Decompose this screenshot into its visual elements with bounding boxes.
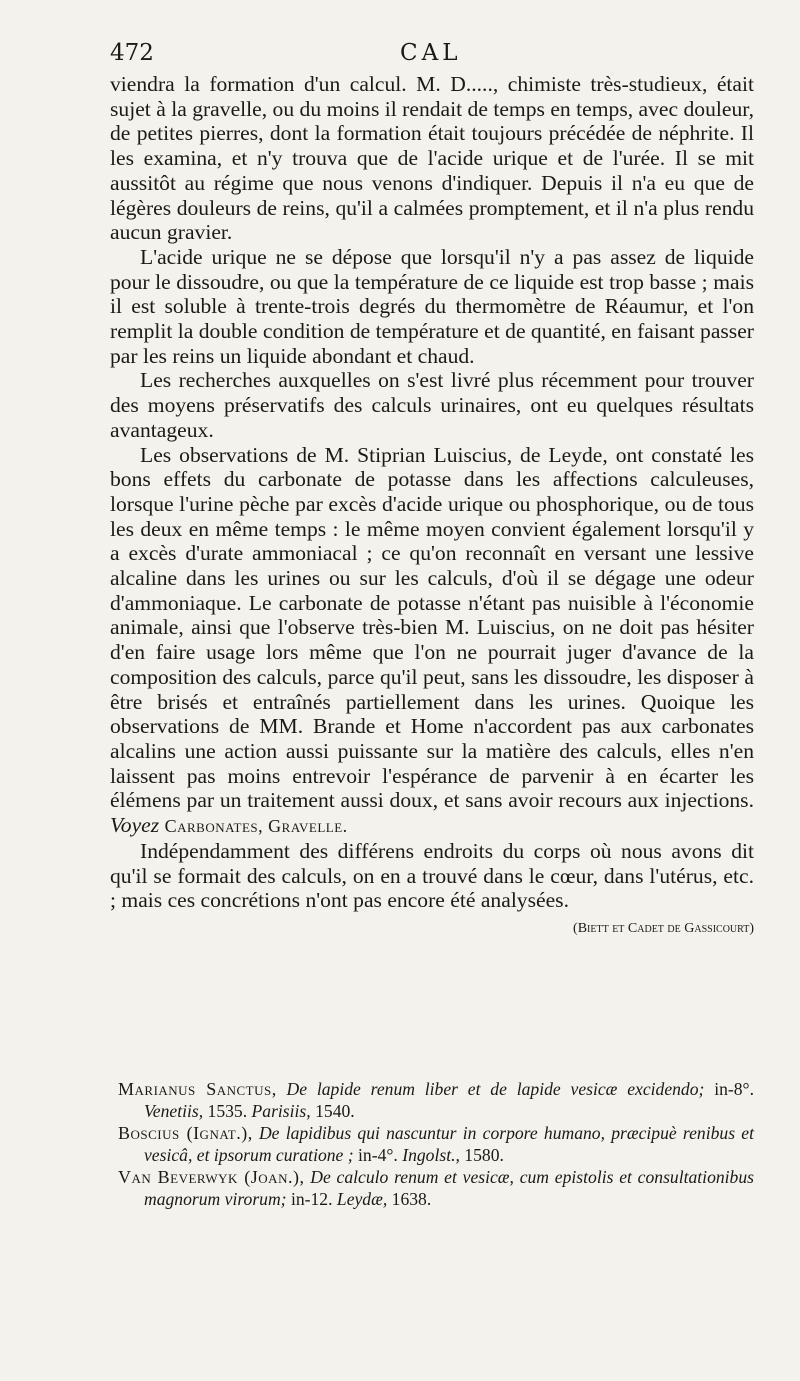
running-title: CAL [400, 40, 462, 66]
paragraph-4-text: Les observations de M. Stiprian Luiscius, de Leyde, ont constaté les bons effets du carbonate de potasse dans les affections calculeuses, lorsque l'urine pèche par excès d'acide urique ou phosphorique, ou de tous les deux en même temps : le même moyen convient également lorsqu'il y a excès d'urate ammoniacal ; ce qu'on reconnaît en versant une lessive alcaline dans les urines ou sur les calculs, d'où il se dégage une odeur d'ammoniaque. Le carbonate de potasse n'étant pas nuisible à l'économie animale, ainsi que l'observe très-bien M. Luiscius, on ne doit pas hésiter d'en faire usage lors même que l'on ne pourrait juger d'avance de la composition des calculs, parce qu'il peut, sans les dissoudre, les disposer à être brisés et entraînés partiellement dans les urines. Quoique les observations de MM. Brande et Home n'accordent pas aux carbonates alcalins une action aussi puissante sur la matière des calculs, elles n'en laissent pas moins entrevoir l'espérance de parvenir à en écarter les élémens par un traitement aussi doux, et sans avoir recours aux injections. [110, 442, 754, 813]
reference-author: Van Beverwyk (Joan.), [118, 1167, 305, 1187]
reference-year: 1540. [315, 1101, 355, 1121]
cross-reference: Carbonates, Gravelle. [164, 816, 348, 837]
page-header [110, 40, 750, 70]
reference-entry [118, 1166, 754, 1210]
reference-year: 1535. [207, 1101, 248, 1121]
reference-title: De calculo renum et vesicæ, cum epistolis et consultationibus magnorum virorum; [144, 1167, 754, 1209]
reference-format: in-4°. [358, 1145, 398, 1165]
paragraph-4 [110, 443, 754, 839]
reference-year: 1580. [464, 1145, 504, 1165]
paragraph-1: viendra la formation d'un calcul. M. D....., chimiste très-studieux, était sujet à la gravelle, ou du moins il rendait de temps en temps, avec douleur, de petites pierres, dont la formation était toujours précédée de néphrite. Il les examina, et n'y trouva que de l'acide urique et de l'urée. Il se mit aussitôt au régime que nous venons d'indiquer. Depuis il n'a eu que de légères douleurs de reins, qu'il a calmées promptement, et il n'a plus rendu aucun gravier. [110, 72, 754, 245]
reference-entry [118, 1122, 754, 1166]
author-signature: (Biett et Cadet de Gassicourt) [573, 920, 754, 936]
paragraph-3: Les recherches auxquelles on s'est livré plus récemment pour trouver des moyens préservatifs des calculs urinaires, ont eu quelques résultats avantageux. [110, 368, 754, 442]
reference-place: Parisiis, [251, 1101, 311, 1121]
reference-title: De lapide renum liber et de lapide vesicæ excidendo; [286, 1079, 705, 1099]
reference-place: Leydæ, [336, 1189, 388, 1209]
reference-format: in-12. [290, 1189, 333, 1209]
reference-place: Ingolst., [402, 1145, 460, 1165]
paragraph-2: L'acide urique ne se dépose que lorsqu'il n'y a pas assez de liquide pour le dissoudre, ou que la température de ce liquide est trop basse ; mais il est soluble à trente-trois degrés du thermomètre de Réaumur, et l'on remplit la double condition de température et de quantité, en faisant passer par les reins un liquide abondant et chaud. [110, 244, 754, 368]
reference-author: Boscius (Ignat.), [118, 1123, 253, 1143]
main-text [110, 72, 754, 942]
reference-author: Marianus Sanctus, [118, 1079, 277, 1099]
bibliography [118, 1078, 754, 1210]
reference-place: Venetiis, [144, 1101, 204, 1121]
reference-format: in-8°. [714, 1079, 754, 1099]
reference-entry [118, 1078, 754, 1122]
reference-year: 1638. [391, 1189, 432, 1209]
paragraph-5 [110, 838, 754, 936]
voyez-label: Voyez [110, 813, 160, 838]
paragraph-5-text: Indépendamment des différens endroits du corps où nous avons dit qu'il se formait des calculs, on en a trouvé dans le cœur, dans l'utérus, etc. ; mais ces concrétions n'ont pas encore été analysées. [110, 838, 754, 913]
reference-title: De lapidibus qui nascuntur in corpore humano, præcipuè renibus et vesicâ, et ipsorum curatione ; [144, 1123, 754, 1165]
page-number: 472 [110, 40, 154, 66]
